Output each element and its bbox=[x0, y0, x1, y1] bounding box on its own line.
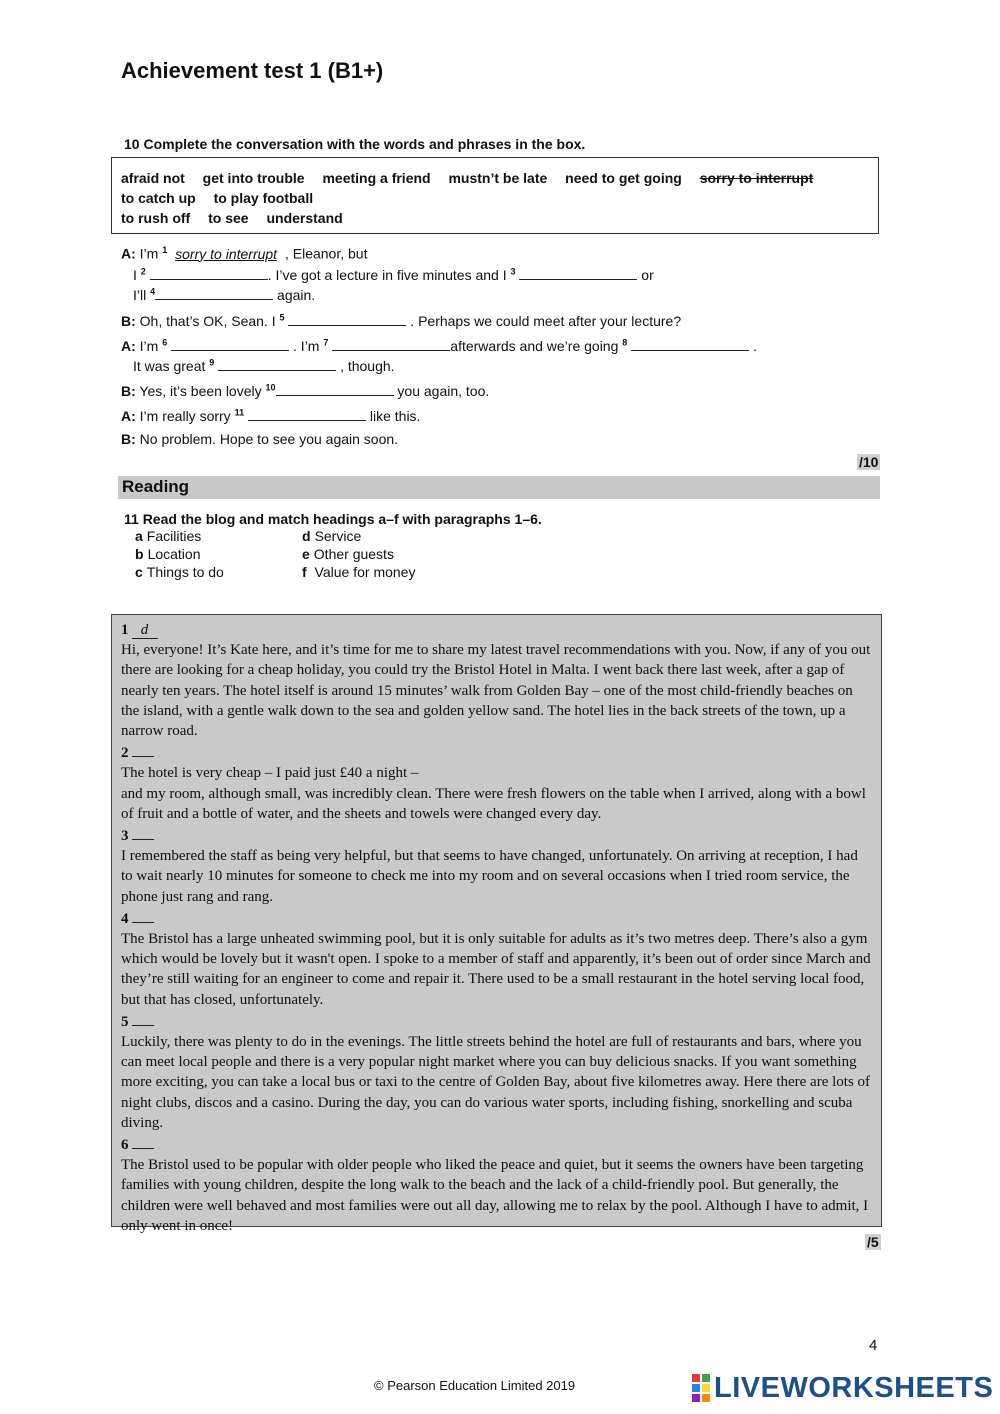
word-box-item: to see bbox=[208, 210, 249, 226]
heading-option-e bbox=[302, 546, 394, 562]
heading-letter: d bbox=[302, 528, 311, 544]
gap-number: 5 bbox=[279, 312, 285, 323]
heading-letter: c bbox=[135, 564, 143, 580]
paragraph-1-answer[interactable]: d bbox=[132, 623, 158, 639]
conversation-text: I’m bbox=[139, 245, 163, 262]
speaker-label: B: bbox=[121, 313, 136, 329]
conversation-text: you again, too. bbox=[397, 383, 490, 399]
conversation-text: . I’ve got a lecture in five minutes and I bbox=[267, 267, 511, 283]
liveworksheets-logo-icon bbox=[692, 1374, 710, 1402]
gap-6-input[interactable] bbox=[171, 336, 289, 351]
conversation-text: like this. bbox=[369, 408, 421, 424]
paragraph-number: 2 bbox=[121, 745, 129, 762]
conversation-line-a1 bbox=[121, 245, 367, 262]
gap-11-input[interactable] bbox=[248, 406, 366, 421]
paragraph-3 bbox=[121, 824, 873, 907]
conversation-line-a1b bbox=[133, 265, 654, 283]
gap-number: 10 bbox=[265, 382, 276, 393]
heading-letter: f bbox=[302, 564, 307, 580]
heading-text: Location bbox=[147, 546, 201, 562]
speaker-label: A: bbox=[121, 245, 136, 262]
gap-number: 7 bbox=[323, 337, 329, 348]
word-box-item: understand bbox=[266, 210, 343, 226]
word-box-line-1 bbox=[121, 170, 827, 186]
paragraph-text-first-line: The hotel is very cheap – I paid just £40 a night – bbox=[121, 765, 419, 782]
liveworksheets-logo bbox=[692, 1372, 993, 1404]
heading-letter: b bbox=[135, 546, 144, 562]
paragraph-2-answer[interactable] bbox=[132, 741, 154, 757]
gap-number: 9 bbox=[209, 357, 215, 368]
conversation-text: , Eleanor, but bbox=[284, 245, 368, 262]
paragraph-text: Luckily, there was plenty to do in the evenings. The little streets behind the hotel are full of restaurants and bars, where you can meet local people and there is a very popular night market where you can buy delicious snacks. If you want something more exciting, you can take a local bus or taxi to the centre of Golden Bay, about five kilometres away. Here there are lots of night clubs, discos and a casino. During the day, you can do various water sports, including fishing, snorkelling and scuba diving. bbox=[121, 1034, 871, 1131]
gap-number: 6 bbox=[162, 337, 168, 348]
heading-letter: e bbox=[302, 546, 310, 562]
reading-section-title: Reading bbox=[122, 477, 190, 496]
speaker-label: A: bbox=[121, 338, 136, 354]
paragraph-number: 3 bbox=[121, 828, 129, 845]
paragraph-text: and my room, although small, was incredibly clean. There were fresh flowers on the table when I arrived, along with a bowl of fruit and a bottle of water, and the sheets and towels were changed every day. bbox=[121, 785, 866, 822]
gap-number: 3 bbox=[510, 266, 516, 277]
word-box-item: meeting a friend bbox=[322, 170, 431, 186]
reading-section-header bbox=[118, 476, 880, 499]
speaker-label: B: bbox=[121, 383, 136, 399]
heading-text: Things to do bbox=[146, 564, 224, 580]
word-box-item: to rush off bbox=[121, 210, 191, 226]
gap-number: 4 bbox=[150, 286, 156, 297]
paragraph-1 bbox=[121, 620, 873, 741]
paragraph-3-answer[interactable] bbox=[132, 824, 154, 840]
conversation-text: . I’m bbox=[293, 338, 324, 354]
exercise-10-score: /10 bbox=[859, 454, 879, 470]
gap-9-input[interactable] bbox=[218, 356, 336, 371]
word-box-item: need to get going bbox=[565, 170, 682, 186]
conversation-text: I bbox=[133, 267, 141, 283]
paragraph-text: The Bristol has a large unheated swimming pool, but it is only suitable for adults as it’s two metres deep. There’s also a gym which would be lovely but it wasn't open. I spoke to a member of staff and apparently, it’s been out of order since March and they’re still waiting for an engineer to come and repair it. There used to be a small restaurant in the hotel serving local food, but that has closed, unfortunately. bbox=[121, 931, 871, 1008]
conversation-text: I’m really sorry bbox=[139, 408, 235, 424]
gap-number: 11 bbox=[234, 407, 245, 418]
conversation-line-b2 bbox=[121, 381, 489, 399]
word-box-item-struck: sorry to interrupt bbox=[699, 170, 814, 186]
exercise-11-instruction: 11 Read the blog and match headings a–f with paragraphs 1–6. bbox=[124, 511, 542, 527]
paragraph-text: The Bristol used to be popular with older people who liked the peace and quiet, but it seems the owners have been targeting families with young children, despite the long walk to the beach and the lack of a child-friendly pool. But generally, the children were well behaved and most families were out all day, allowing me to relax by the pool. Although I have to admit, I only went in once! bbox=[121, 1157, 869, 1234]
conversation-text: afterwards and we’re going bbox=[450, 338, 623, 354]
word-box-item: afraid not bbox=[121, 170, 185, 186]
gap-8-input[interactable] bbox=[631, 336, 749, 351]
paragraph-4-answer[interactable] bbox=[132, 907, 154, 923]
exercise-11-score: /5 bbox=[867, 1234, 879, 1250]
gap-2-input[interactable] bbox=[150, 265, 268, 280]
conversation-text: I’ll bbox=[133, 287, 151, 303]
conversation-text: Yes, it’s been lovely bbox=[139, 383, 266, 399]
paragraph-5 bbox=[121, 1010, 873, 1133]
paragraph-5-answer[interactable] bbox=[132, 1010, 154, 1026]
heading-option-b bbox=[135, 546, 201, 562]
gap-3-input[interactable] bbox=[519, 265, 637, 280]
heading-text: Service bbox=[314, 528, 362, 544]
conversation-line-a1c bbox=[133, 285, 315, 303]
word-box-line-3 bbox=[121, 210, 357, 226]
conversation-text: It was great bbox=[133, 358, 210, 374]
gap-number: 8 bbox=[622, 337, 628, 348]
heading-option-a bbox=[135, 528, 201, 544]
word-box-item: get into trouble bbox=[202, 170, 305, 186]
conversation-text: Oh, that’s OK, Sean. I bbox=[139, 313, 280, 329]
conversation-text: . Perhaps we could meet after your lecture? bbox=[410, 313, 682, 329]
copyright-notice: © Pearson Education Limited 2019 bbox=[374, 1378, 576, 1393]
speaker-label: B: bbox=[121, 431, 136, 447]
word-box-item: mustn’t be late bbox=[448, 170, 548, 186]
paragraph-2 bbox=[121, 741, 873, 824]
conversation-line-b1 bbox=[121, 311, 681, 329]
gap-number: 1 bbox=[162, 245, 168, 255]
paragraph-text: I remembered the staff as being very helpful, but that seems to have changed, unfortunately. On arriving at reception, I had to wait nearly 10 minutes for someone to check me into my room and on several occasions when I tried room service, the phone just rang and rang. bbox=[121, 848, 858, 905]
paragraph-number: 4 bbox=[121, 910, 129, 927]
paragraph-number: 5 bbox=[121, 1013, 129, 1030]
word-box-item: to catch up bbox=[121, 190, 196, 206]
paragraph-6 bbox=[121, 1133, 873, 1236]
blog-text-box bbox=[111, 614, 882, 1234]
paragraph-number: 1 bbox=[121, 622, 129, 638]
conversation-text: . bbox=[753, 338, 757, 354]
gap-10-input[interactable] bbox=[276, 381, 394, 396]
heading-option-f bbox=[302, 564, 415, 580]
conversation-line-a2b bbox=[133, 356, 395, 374]
heading-text: Value for money bbox=[310, 564, 416, 580]
heading-letter: a bbox=[135, 528, 143, 544]
conversation-text: No problem. Hope to see you again soon. bbox=[139, 431, 399, 447]
page-number: 4 bbox=[869, 1337, 878, 1354]
gap-1-answer[interactable]: sorry to interrupt bbox=[175, 245, 278, 262]
paragraph-number: 6 bbox=[121, 1137, 129, 1154]
conversation-text: , though. bbox=[340, 358, 395, 374]
paragraph-text: Hi, everyone! It’s Kate here, and it’s time for me to share my latest travel recommendations with you. Now, if any of you out there are looking for a cheap holiday, you could try the Bristol Hotel in Malta. I went back there last week, after a gap of nearly ten years. The hotel itself is around 15 minutes’ walk from Golden Bay – one of the most child-friendly beaches on the island, with a gentle walk down to the sea and golden yellow sand. The hotel lies in the back streets of the town, up a narrow road. bbox=[121, 642, 871, 740]
heading-text: Other guests bbox=[313, 546, 394, 562]
heading-text: Facilities bbox=[146, 528, 202, 544]
speaker-label: A: bbox=[121, 408, 136, 424]
conversation-line-b3 bbox=[121, 431, 398, 447]
gap-number: 2 bbox=[140, 266, 146, 277]
conversation-line-a3 bbox=[121, 406, 420, 424]
word-box-line-2 bbox=[121, 190, 327, 206]
gap-4-input[interactable] bbox=[155, 285, 273, 300]
page-title: Achievement test 1 (B1+) bbox=[121, 58, 384, 83]
exercise-10-instruction: 10 Complete the conversation with the words and phrases in the box. bbox=[124, 136, 586, 152]
paragraph-4 bbox=[121, 907, 873, 1010]
heading-option-d bbox=[302, 528, 361, 544]
liveworksheets-logo-text: LIVEWORKSHEETS bbox=[714, 1371, 994, 1404]
word-box bbox=[111, 157, 879, 234]
gap-5-input[interactable] bbox=[288, 311, 406, 326]
paragraph-6-answer[interactable] bbox=[132, 1133, 154, 1149]
word-box-item: to play football bbox=[213, 190, 314, 206]
conversation-text: I’m bbox=[139, 338, 163, 354]
heading-option-c bbox=[135, 564, 224, 580]
conversation-text: again. bbox=[273, 287, 316, 303]
gap-7-input[interactable] bbox=[332, 336, 450, 351]
conversation-text: or bbox=[637, 267, 654, 283]
conversation-line-a2 bbox=[121, 336, 757, 354]
